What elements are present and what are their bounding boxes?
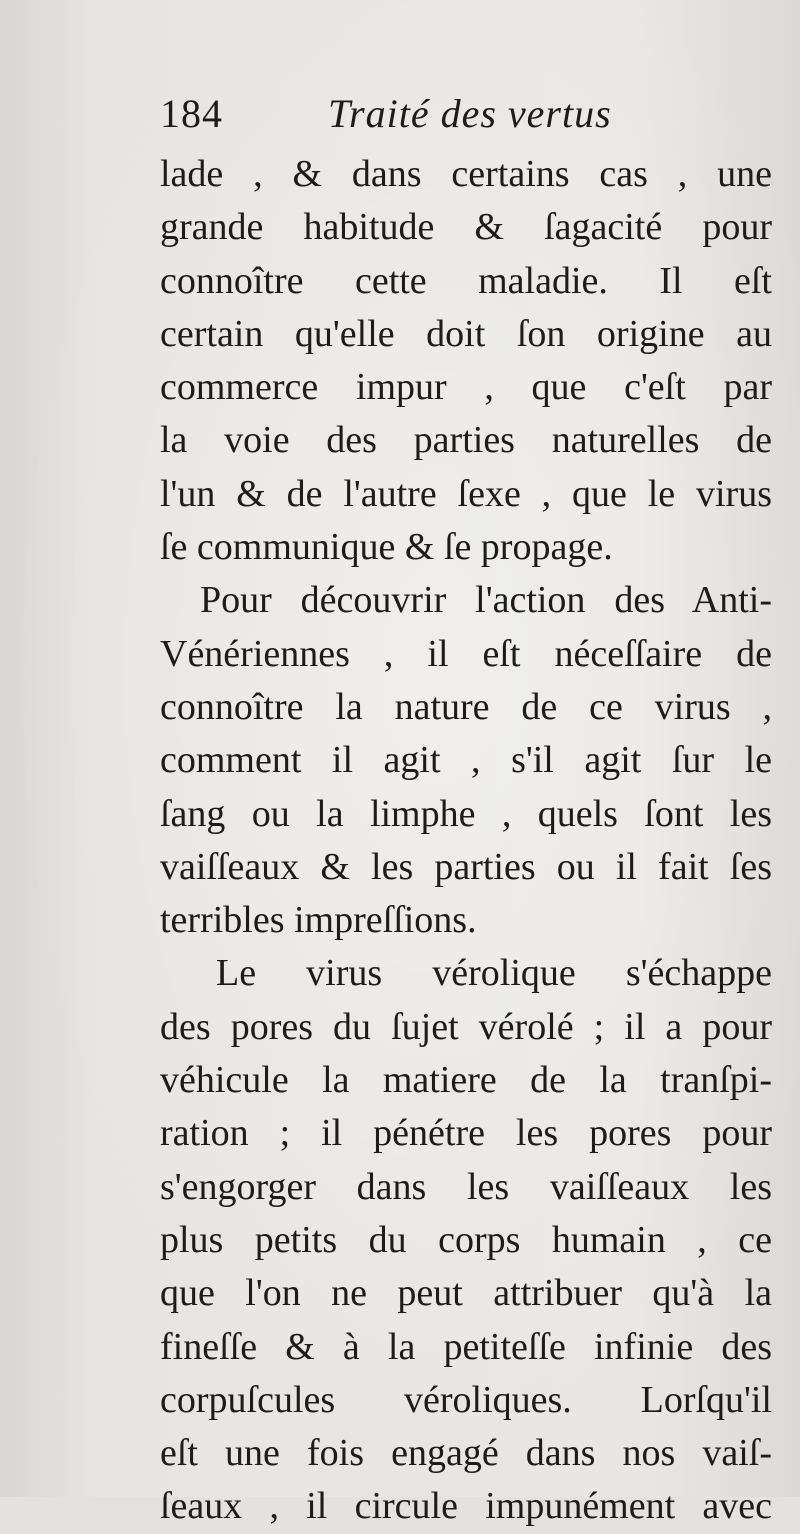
text-line: terribles impreſſions. <box>160 899 477 942</box>
text-line: commerce impur , que c'eſt par <box>160 366 772 409</box>
text-line: ſang ou la limphe , quels ſont les <box>160 792 772 835</box>
text-line: Le virus vérolique s'échappe <box>216 952 772 995</box>
running-title: Traité des vertus <box>328 91 612 136</box>
text-line: vaiſſeaux & les parties ou il fait ſes <box>160 845 772 888</box>
text-line: s'engorger dans les vaiſſeaux les <box>160 1165 772 1208</box>
text-line: l'un & de l'autre ſexe , que le virus <box>160 472 772 515</box>
text-line: ſeaux , il circule impunément avec <box>160 1485 772 1528</box>
text-line: la voie des parties naturelles de <box>160 419 772 462</box>
page-header <box>160 86 760 146</box>
page-number: 184 <box>160 91 223 136</box>
text-line: plus petits du corps humain , ce <box>160 1218 772 1261</box>
text-line: ſe communique & ſe propage. <box>160 526 613 569</box>
text-line: eſt une fois engagé dans nos vaiſ- <box>160 1432 772 1475</box>
text-line: connoître cette maladie. Il eſt <box>160 259 772 302</box>
text-line: véhicule la matiere de la tranſpi- <box>160 1059 772 1102</box>
text-line: connoître la nature de ce virus , <box>160 685 772 728</box>
text-line: ration ; il pénétre les pores pour <box>160 1112 772 1155</box>
text-line: Vénériennes , il eſt néceſſaire de <box>160 632 772 675</box>
text-line: corpuſcules véroliques. Lorſqu'il <box>160 1378 772 1421</box>
text-line: fineſſe & à la petiteſſe infinie des <box>160 1325 772 1368</box>
text-line: Pour découvrir l'action des Anti- <box>200 579 772 622</box>
text-line: que l'on ne peut attribuer qu'à la <box>160 1272 772 1315</box>
text-line: comment il agit , s'il agit ſur le <box>160 739 772 782</box>
text-line: grande habitude & ſagacité pour <box>160 206 772 249</box>
text-line: certain qu'elle doit ſon origine au <box>160 312 772 355</box>
body-text <box>160 148 772 1534</box>
text-line: des pores du ſujet vérolé ; il a pour <box>160 1005 772 1048</box>
text-line: lade , & dans certains cas , une <box>160 153 772 195</box>
